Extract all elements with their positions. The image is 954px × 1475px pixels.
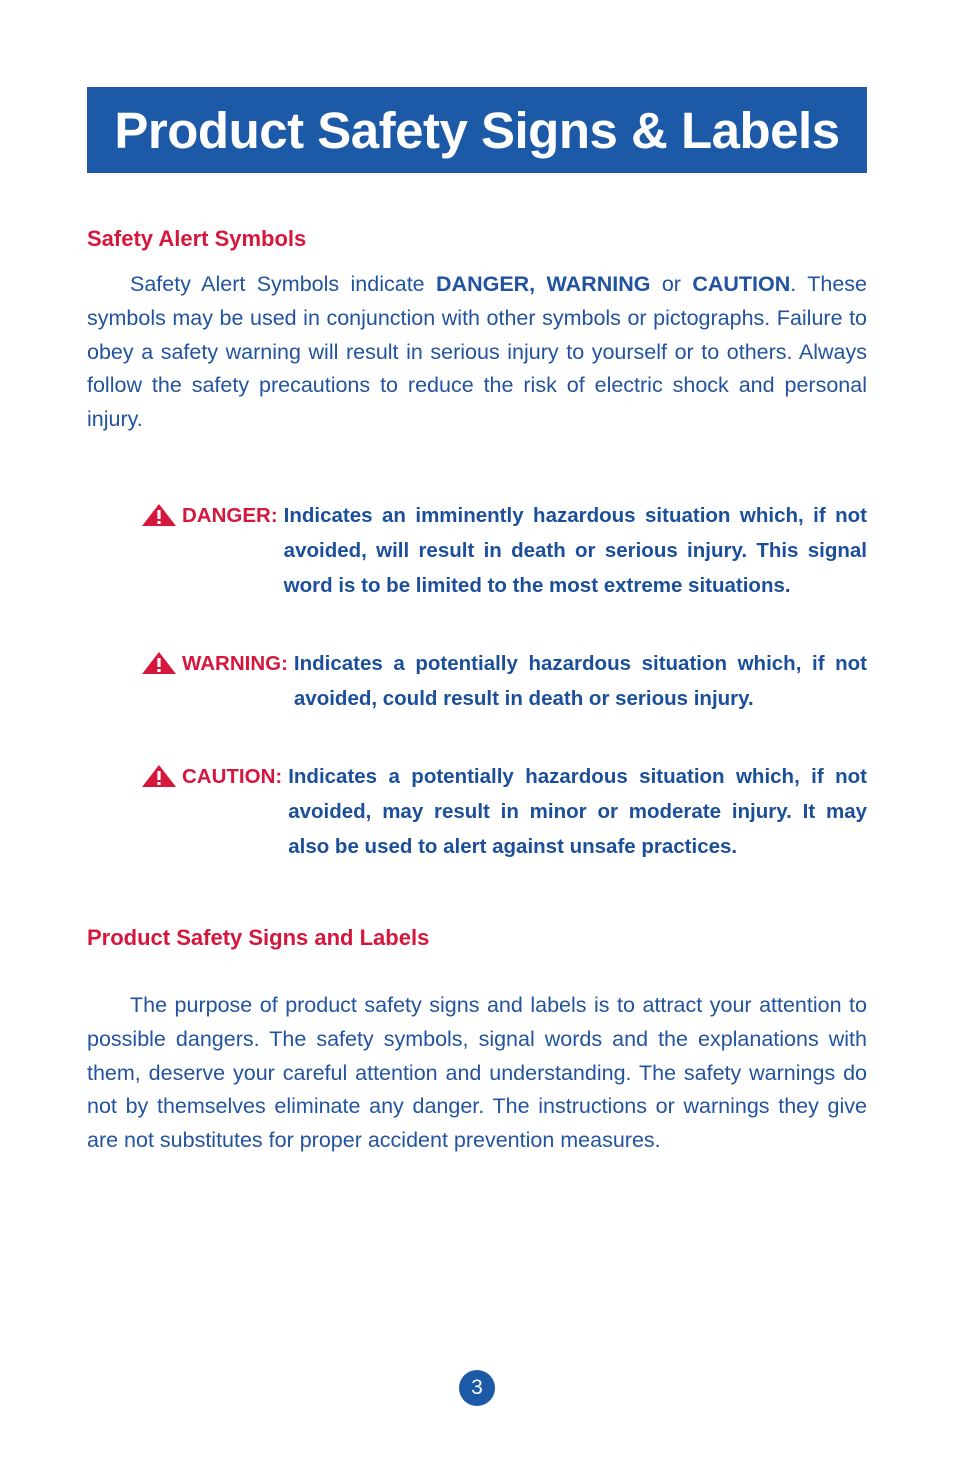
alert-text-caution: Indicates a potentially hazardous situation which, if not avoided, may result in minor or moderate injury. It may also be used to alert against unsafe practices. [288,765,867,858]
alert-warning [142,646,867,716]
warning-triangle-icon [142,652,176,674]
intro-bold-caution: CAUTION [692,272,791,296]
alert-text-danger: Indicates an imminently hazardous situation which, if not avoided, will result in death or serious injury. This signal word is to be limited to the most extreme situations. [283,504,867,597]
page-title: Product Safety Signs & Labels [114,101,840,159]
warning-triangle-icon [142,504,176,526]
page-number-badge: 3 [459,1370,495,1406]
section-heading-product-safety-signs: Product Safety Signs and Labels [87,925,430,950]
section-heading-safety-alert-symbols: Safety Alert Symbols [87,226,307,251]
alert-word-caution: CAUTION: [182,765,283,788]
alert-word-warning: WARNING: [182,652,288,675]
safety-alert-intro-paragraph [87,268,867,437]
alert-caution [142,759,867,864]
intro-bold-danger-warning: DANGER, WARNING [436,272,651,296]
intro-text-rest: . These symbols may be used in conjunction with other symbols or pictographs. Failure to obey a safety warning will result in serious injury to yourself or to others. Always follow the safety precautions to reduce the risk of electric shock and personal injury. [87,272,867,432]
alert-word-danger: DANGER: [182,504,278,527]
warning-triangle-icon [142,765,176,787]
intro-text-start: Safety Alert Symbols indicate [130,272,437,296]
title-bar [87,87,867,173]
alert-text-warning: Indicates a potentially hazardous situation which, if not avoided, could result in death or serious injury. [293,652,867,710]
alert-danger [142,498,867,603]
intro-text-or: or [650,272,693,296]
product-safety-paragraph: The purpose of product safety signs and labels is to attract your attention to possible dangers. The safety symbols, signal words and the explanations with them, deserve your careful attention and understanding. The safety warnings do not by themselves eliminate any danger. The instructions or warnings they give are not substitutes for proper accident prevention measures. [87,993,867,1153]
